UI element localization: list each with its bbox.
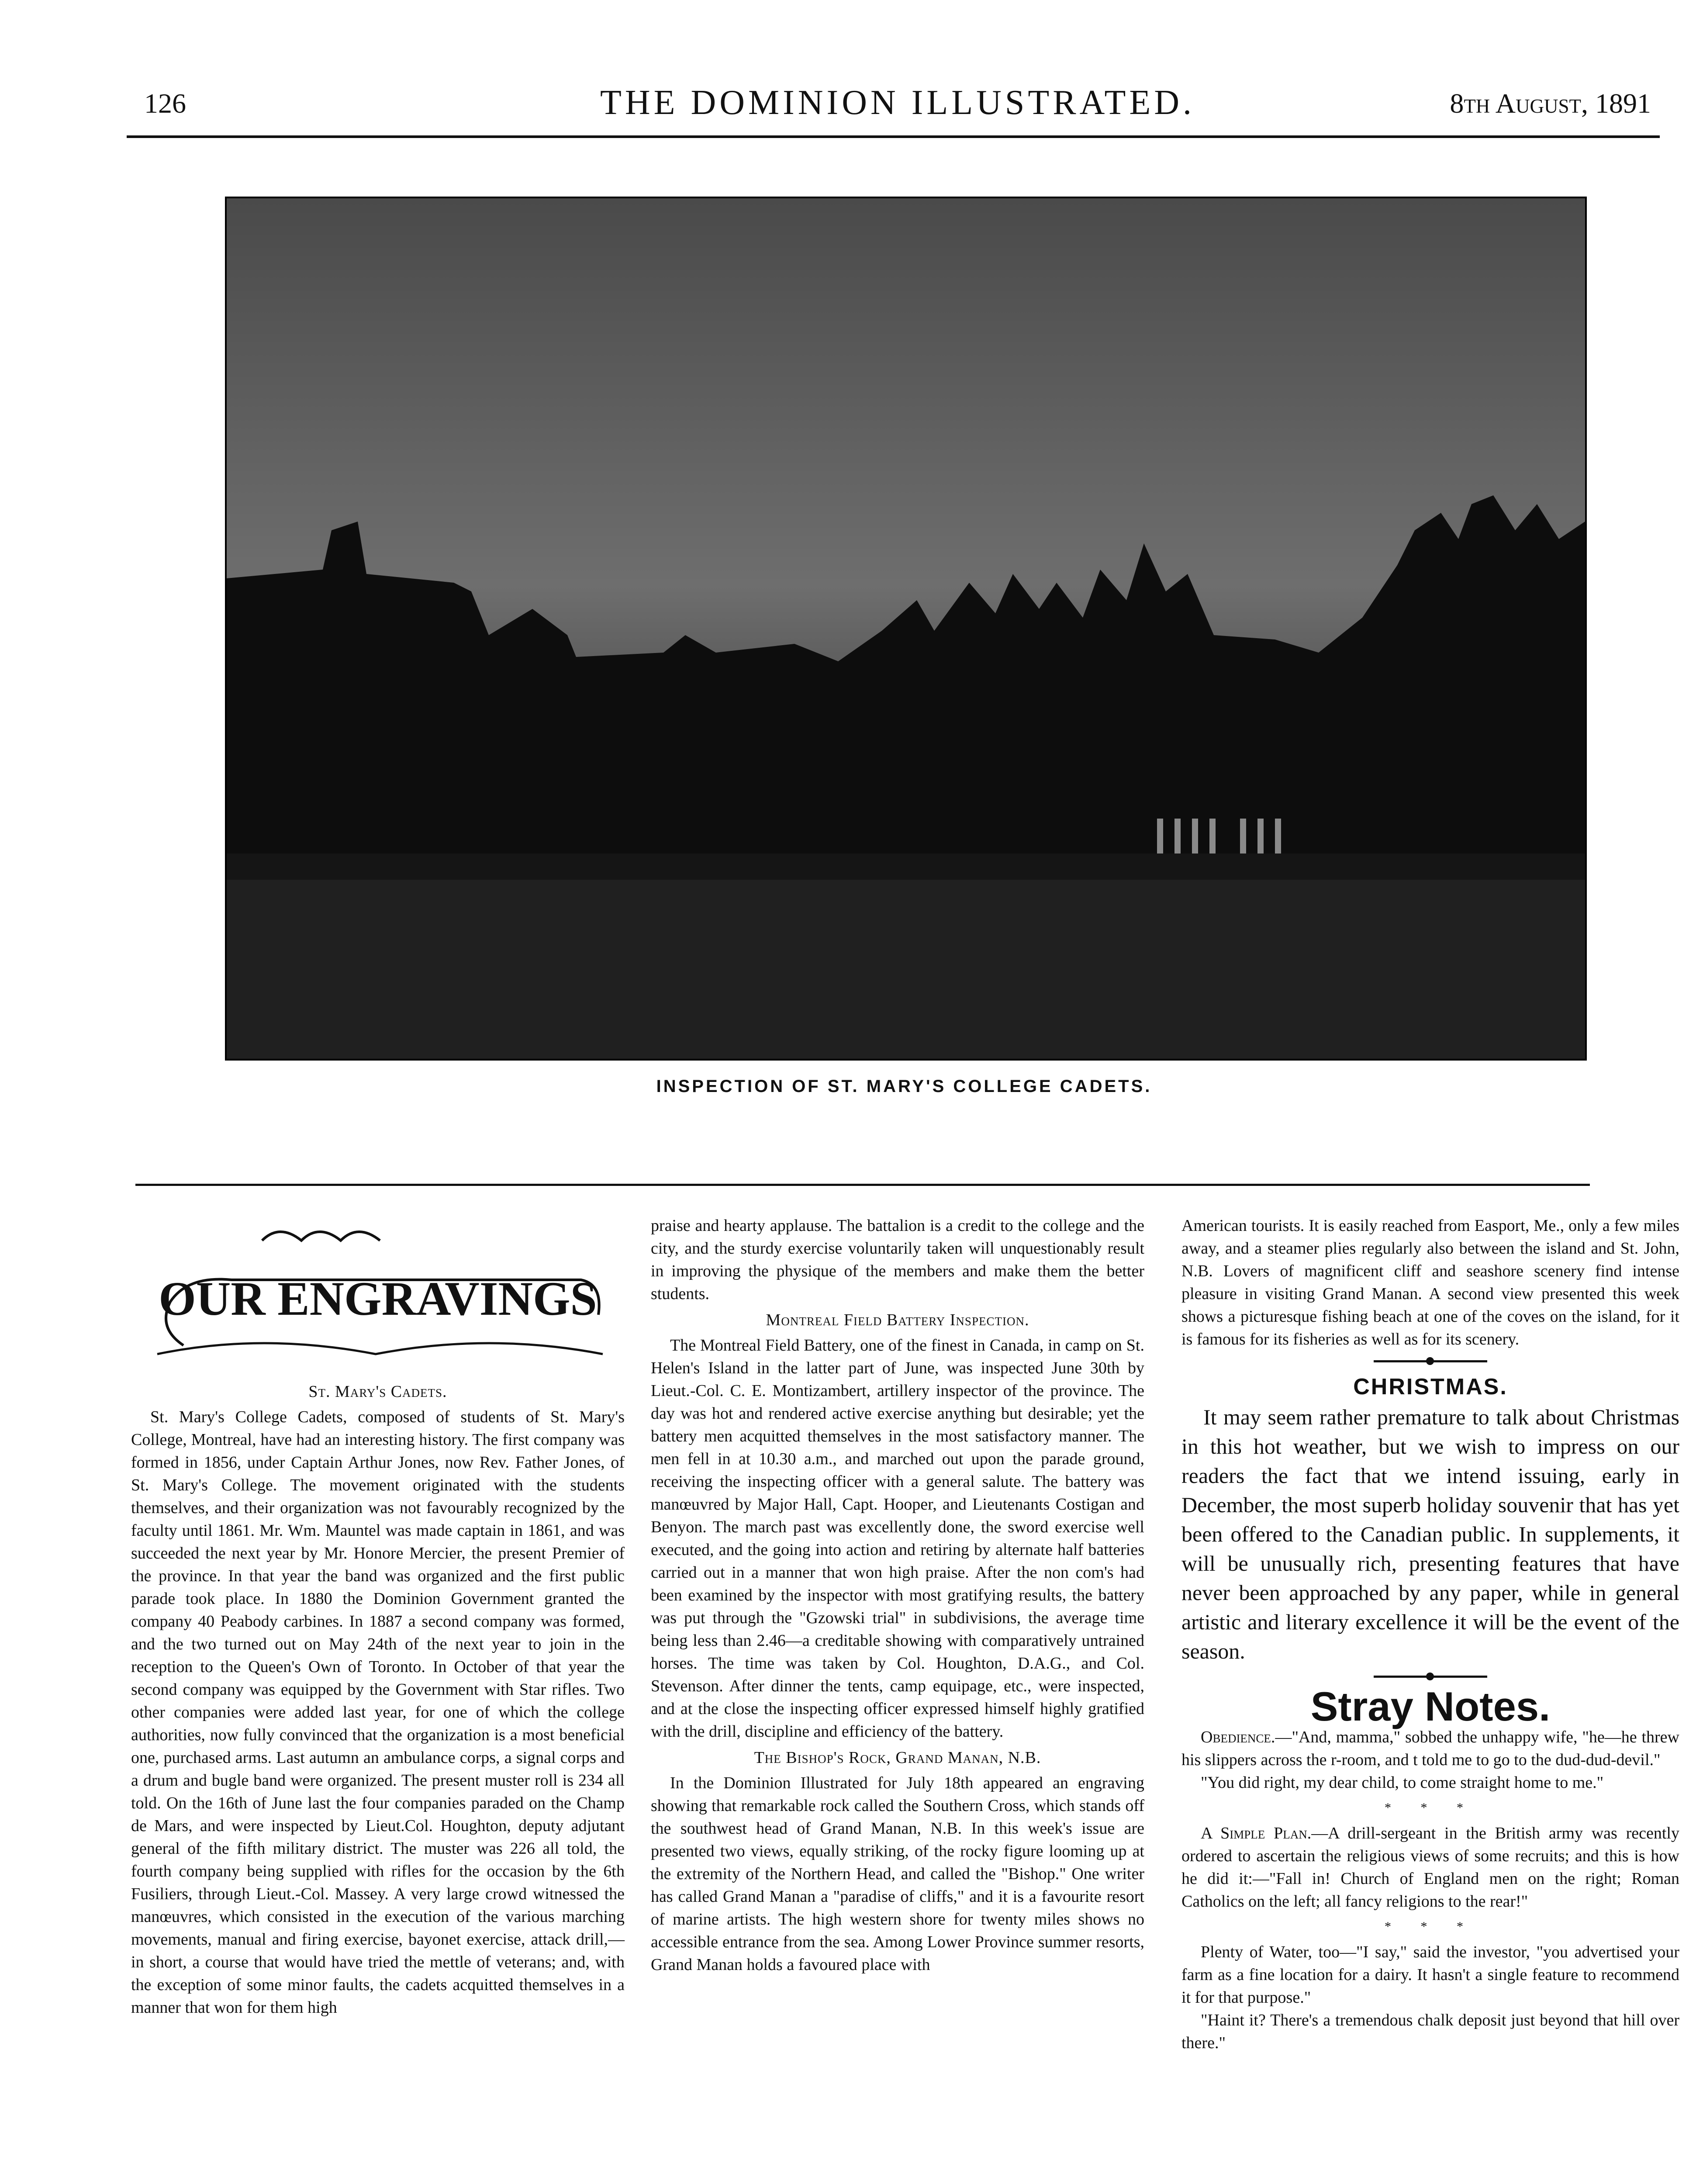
stray-note-item: "Haint it? There's a tremendous chalk deposit just beyond that hill over there.": [1181, 2011, 1679, 2052]
stray-note-text: —"And, mamma," sobbed the unhappy wife, "he—he threw his slippers across the r-room, and t told me to go to the dud-dud-devil.": [1181, 1728, 1679, 1769]
masthead: THE DOMINION ILLUSTRATED.: [600, 83, 1195, 122]
st-marys-continuation: praise and hearty applause. The battalion is a credit to the college and the city, and the sturdy exercise voluntarily taken will unquestionably result in improving the physique of the members and make them the better students.: [651, 1216, 1144, 1303]
christmas-title: CHRISTMAS.: [1353, 1374, 1508, 1400]
section-rule: [135, 1184, 1590, 1186]
bishops-rock-title: The Bishop's Rock, Grand Manan, N.B.: [754, 1749, 1041, 1767]
stars-divider: * * *: [1385, 1800, 1476, 1815]
our-engravings-text: OUR ENGRAVINGS: [159, 1272, 597, 1325]
stray-note-item: [1181, 1822, 1679, 1913]
our-engravings-heading: [131, 1214, 625, 1372]
page-number: 126: [144, 88, 186, 119]
stray-note-label: A Simple Plan.: [1201, 1824, 1312, 1842]
issue-date: 8th August, 1891: [1450, 88, 1651, 119]
column-2: [651, 1214, 1144, 1976]
stray-note-item: Plenty of Water, too—"I say," said the investor, "you advertised your farm as a fine location for a dairy. It hasn't a single feature to recommend it for that purpose.": [1181, 1943, 1679, 2007]
photo-caption: INSPECTION OF ST. MARY'S COLLEGE CADETS.: [656, 1077, 1152, 1096]
stray-note-label: Obedience.: [1201, 1728, 1275, 1746]
stray-note-text: —A drill-sergeant in the British army was recently ordered to ascertain the religious views of some recruits; and this is how he did it:—"Fall in! Church of England men on the right; Roman Catholics on the left; all fancy religions to the rear!": [1181, 1824, 1679, 1911]
header-rule: [127, 135, 1660, 138]
column-1: [131, 1214, 625, 2019]
page-header: [144, 79, 1651, 131]
christmas-body: It may seem rather premature to talk about Christmas in this hot weather, but we wish to impress on our readers the fact that we intend issuing, early in December, the most superb holiday souvenir that has yet been offered to the Canadian public. In supplements, it will be unusually rich, presenting features that have never been approached by any paper, while in general artistic and literary excellence it will be the event of the season.: [1181, 1405, 1679, 1663]
battery-body: The Montreal Field Battery, one of the finest in Canada, in camp on St. Helen's Island in the latter part of June, was inspected June 30th by Lieut.-Col. C. E. Montizambert, artillery inspector of the province. The day was hot and rendered active exercise anything but desirable; yet the battery men acquitted themselves in the most satisfactory manner. The men fell in at 10.30 a.m., and marched out upon the parade ground, receiving the inspecting officer with a general salute. The battery was manœuvred by Major Hall, Capt. Hooper, and Lieutenants Costigan and Benyon. The march past was excellently done, the sword exercise well executed, and the going into action and retiring by alternate half batteries carried out in a manner that won high praise. After the non com's had been examined by the inspector with most gratifying results, the battery was put through the "Gzowski trial" in subdivisions, the average time being less than 2.46—a creditable showing with comparatively untrained horses. The time was taken by Col. Houghton, D.A.G., and Col. Stevenson. After dinner the tents, camp equipage, etc., were inspected, and at the close the inspecting officer expressed himself highly gratified with the drill, discipline and efficiency of the battery.: [651, 1336, 1144, 1741]
stray-note-item: "You did right, my dear child, to come straight home to me.": [1201, 1773, 1604, 1792]
battery-title: Montreal Field Battery Inspection.: [766, 1311, 1029, 1329]
christmas-section: [1181, 1403, 1679, 1666]
bishops-rock-body: In the Dominion Illustrated for July 18th appeared an engraving showing that remarkable rock called the Southern Cross, which stands off the southwest head of Grand Manan, N.B. In this week's issue are presented two views, equally striking, of the rocky figure looming up at the extremity of the Northern Head, and called the "Bishop." One writer has called Grand Manan a "paradise of cliffs," and it is a favourite resort of marine artists. The high western shore for twenty miles shows no accessible entrance from the sea. Among Lower Province summer resorts, Grand Manan holds a favoured place with: [651, 1774, 1144, 1974]
stars-divider: * * *: [1385, 1919, 1476, 1934]
bishops-rock-continuation: American tourists. It is easily reached from Easport, Me., only a few miles away, and a steamer plies regularly also between the island and St. John, N.B. Lovers of magnificent cliff and seashore scenery find intense pleasure in visiting Grand Manan. A second view presented this week shows a picturesque fishing beach at one of the coves on the island, for it is famous for its fisheries as well as for its scenery.: [1181, 1216, 1679, 1348]
column-3: [1181, 1214, 1679, 2054]
stray-notes-title: Stray Notes.: [1310, 1683, 1551, 1729]
photo-silhouette: [227, 198, 1585, 1059]
separator-ornament: [1374, 1676, 1487, 1678]
st-marys-title: St. Mary's Cadets.: [308, 1382, 447, 1401]
stray-note-item: [1181, 1726, 1679, 1771]
separator-ornament: [1374, 1360, 1487, 1362]
st-marys-body: St. Mary's College Cadets, composed of students of St. Mary's College, Montreal, have had an interesting history. The first company was formed in 1856, under Captain Arthur Jones, now Rev. Father Jones, of St. Mary's College. The movement originated with the students themselves, and their organization was not favourably recognized by the faculty until 1861. Mr. Wm. Mauntel was made captain in 1861, and was succeeded the next year by Mr. Honore Mercier, the present Premier of the province. In that year the band was organized and the first public parade took place. In 1880 the Dominion Government granted the company 40 Peabody carbines. In 1887 a second company was formed, and the two turned out on May 24th of the next year to join in the reception to the Queen's Own of Toronto. In October of that year the second company was equipped by the Government with Star rifles. Two other companies were added last year, for one of which the college authorities, now fully convinced that the organization is a most beneficial one, purchased arms. Last autumn an ambulance corps, a signal corps and a drum and bugle band were organized. The present muster roll is 234 all told. On the 16th of June last the four companies paraded on the Champ de Mars, and were inspected by Lieut.Col. Houghton, deputy adjutant general of the fifth military district. The muster was 226 all told, the fourth company being supplied with rifles for the occasion by the 6th Fusiliers, through Lieut.-Col. Massey. A very large crowd witnessed the manœuvres, which consisted in the execution of the various marching movements, manual and firing exercise, bayonet exercise, attack drill,—in short, a course that would have tried the mettle of veterans; and, with the exception of some minor faults, the cadets acquitted themselves in a manner that won for them high: [131, 1408, 625, 2017]
cadets-photograph: [225, 197, 1587, 1061]
